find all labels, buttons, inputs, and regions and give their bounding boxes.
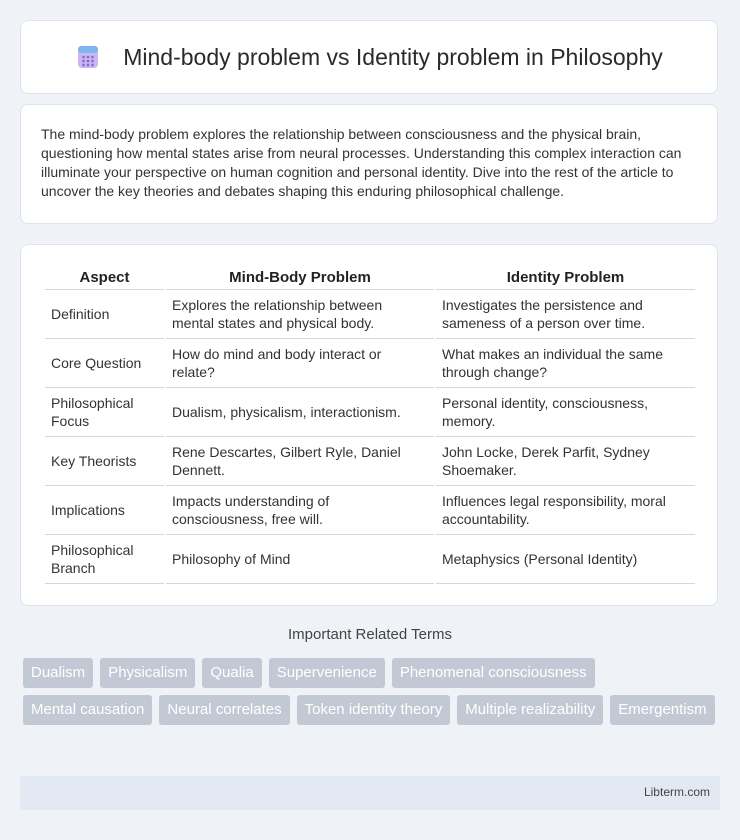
row-mind-body: Explores the relationship between mental states and physical body.: [166, 290, 434, 339]
row-identity: John Locke, Derek Parfit, Sydney Shoemaker.: [436, 437, 695, 486]
row-aspect: Philosophical Focus: [45, 388, 164, 437]
related-terms-title: Important Related Terms: [288, 626, 452, 643]
table-row: [45, 437, 695, 486]
column-header-aspect: Aspect: [45, 265, 164, 290]
row-mind-body: Philosophy of Mind: [166, 535, 434, 584]
row-aspect: Core Question: [45, 339, 164, 388]
calculator-icon: [75, 44, 101, 70]
intro-section: [20, 104, 718, 224]
page-header: [20, 20, 718, 94]
row-aspect: Implications: [45, 486, 164, 535]
row-mind-body: How do mind and body interact or relate?: [166, 339, 434, 388]
related-terms-list: [23, 658, 723, 725]
table-row: [45, 535, 695, 584]
row-identity: Investigates the persistence and sameness of a person over time.: [436, 290, 695, 339]
tag-mental-causation[interactable]: Mental causation: [23, 695, 152, 725]
row-identity: Influences legal responsibility, moral accountability.: [436, 486, 695, 535]
table-row: [45, 339, 695, 388]
row-identity: Metaphysics (Personal Identity): [436, 535, 695, 584]
row-mind-body: Dualism, physicalism, interactionism.: [166, 388, 434, 437]
comparison-section: [20, 244, 718, 606]
tag-qualia[interactable]: Qualia: [202, 658, 261, 688]
table-row: [45, 290, 695, 339]
column-header-identity: Identity Problem: [436, 265, 695, 290]
table-row: [45, 486, 695, 535]
tag-phenomenal-consciousness[interactable]: Phenomenal consciousness: [392, 658, 595, 688]
tag-multiple-realizability[interactable]: Multiple realizability: [457, 695, 603, 725]
row-aspect: Philosophical Branch: [45, 535, 164, 584]
page-footer: [20, 776, 720, 810]
table-header-row: [45, 265, 695, 290]
tag-emergentism[interactable]: Emergentism: [610, 695, 714, 725]
table-row: [45, 388, 695, 437]
footer-site-link[interactable]: Libterm.com: [643, 785, 710, 799]
comparison-table: [43, 265, 697, 584]
row-mind-body: Impacts understanding of consciousness, free will.: [166, 486, 434, 535]
row-mind-body: Rene Descartes, Gilbert Ryle, Daniel Dennett.: [166, 437, 434, 486]
row-aspect: Key Theorists: [45, 437, 164, 486]
row-identity: Personal identity, consciousness, memory.: [436, 388, 695, 437]
tag-neural-correlates[interactable]: Neural correlates: [159, 695, 289, 725]
tag-supervenience[interactable]: Supervenience: [269, 658, 385, 688]
column-header-mind-body: Mind-Body Problem: [166, 265, 434, 290]
tag-physicalism[interactable]: Physicalism: [100, 658, 195, 688]
page-title: Mind-body problem vs Identity problem in Philosophy: [123, 43, 663, 70]
row-aspect: Definition: [45, 290, 164, 339]
row-identity: What makes an individual the same through change?: [436, 339, 695, 388]
tag-dualism[interactable]: Dualism: [23, 658, 93, 688]
intro-text: The mind-body problem explores the relationship between consciousness and the physical brain, questioning how mental states arise from neural processes. Understanding this complex interaction can illuminate your perspective on human cognition and personal identity. Dive into the rest of the article to uncover the key theories and debates shaping this enduring philosophical challenge.: [41, 126, 682, 199]
tag-token-identity-theory[interactable]: Token identity theory: [297, 695, 451, 725]
